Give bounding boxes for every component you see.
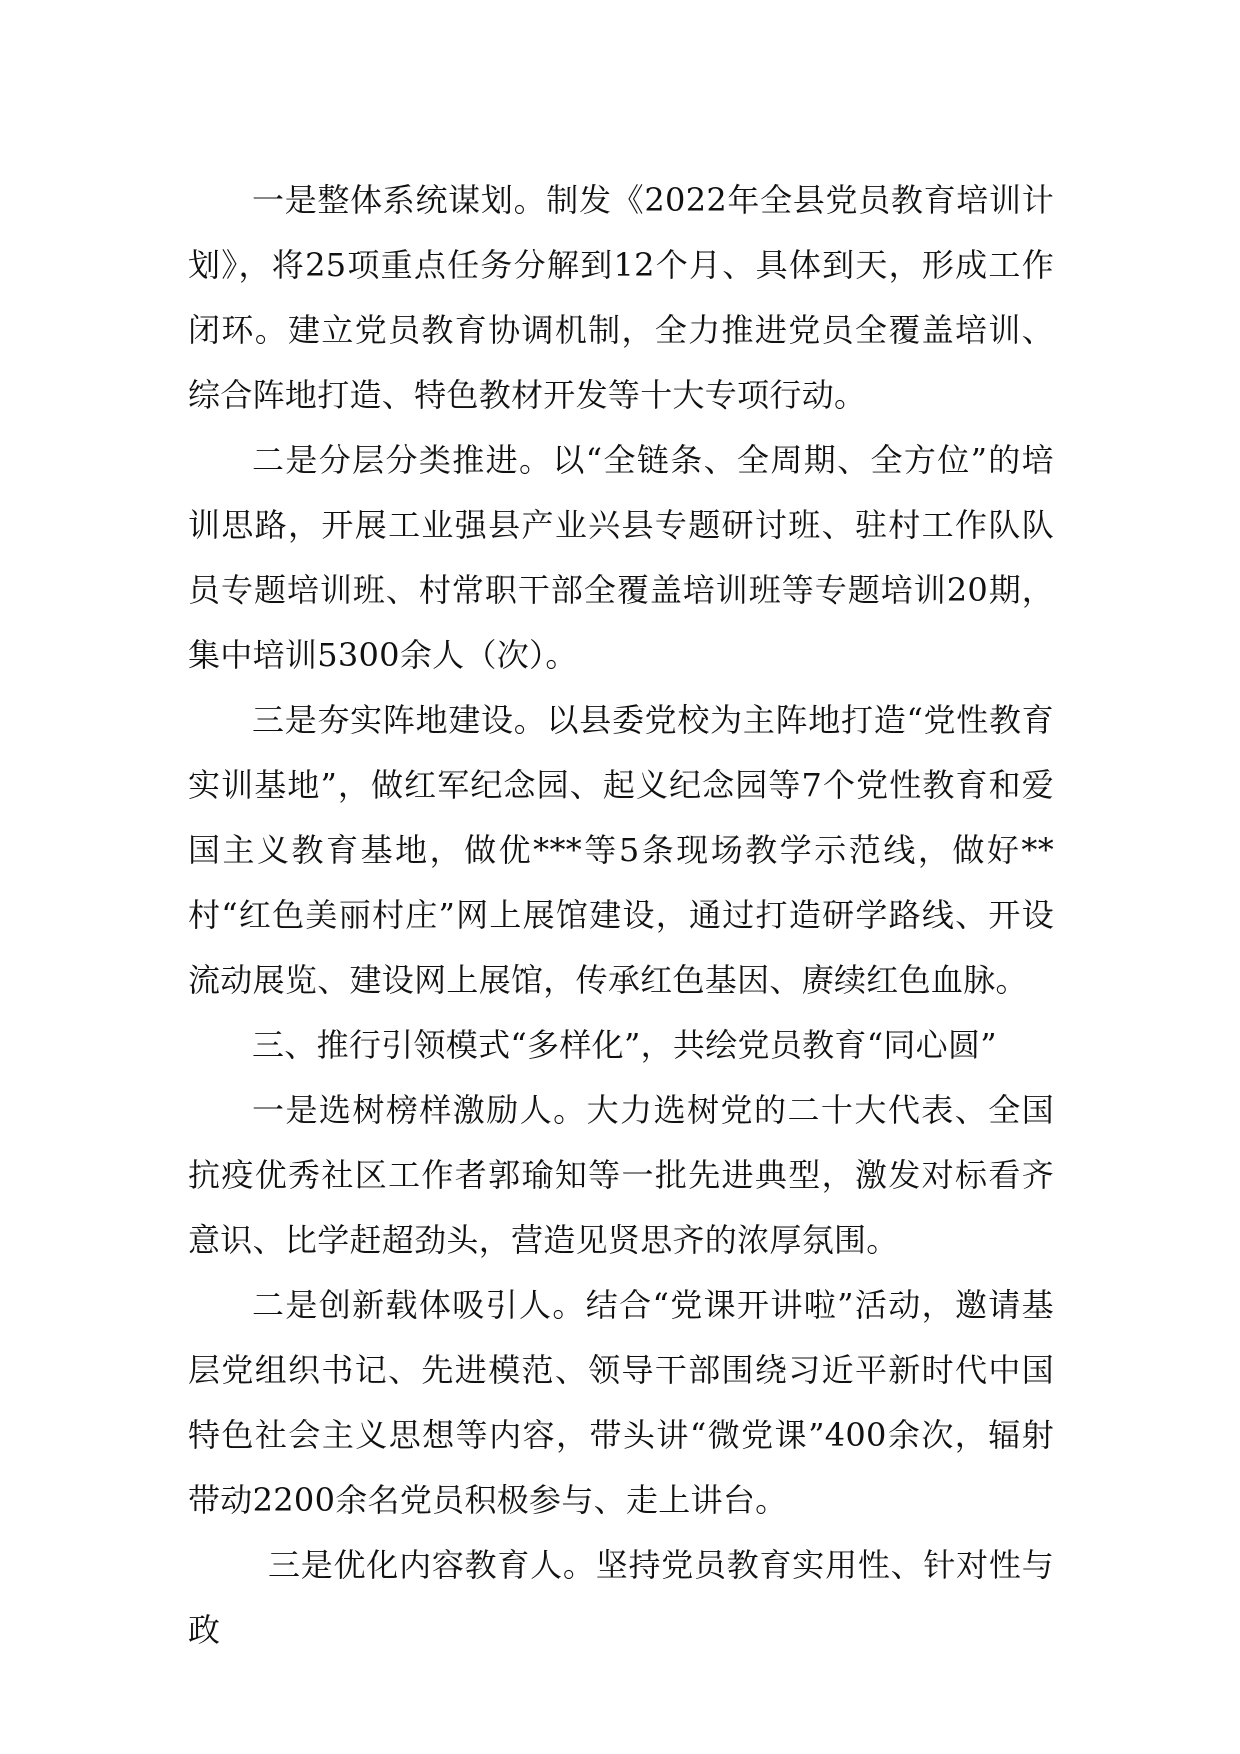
paragraph-overall-planning: 一是整体系统谋划。制发《2022年全县党员教育培训计划》，将25项重点任务分解到12个月、具体到天，形成工作闭环。建立党员教育协调机制，全力推进党员全覆盖培训、综合阵地打造、特色教材开发等十大专项行动。 bbox=[188, 181, 1054, 414]
paragraph-innovative-carriers: 二是创新载体吸引人。结合“党课开讲啦”活动，邀请基层党组织书记、先进模范、领导干部围绕习近平新时代中国特色社会主义思想等内容，带头讲“微党课”400余次，辐射带动2200余名党员积极参与、走上讲台。 bbox=[188, 1286, 1054, 1519]
paragraph-position-building: 三是夯实阵地建设。以县委党校为主阵地打造“党性教育实训基地”，做红军纪念园、起义纪念园等7个党性教育和爱国主义教育基地，做优***等5条现场教学示范线，做好**村“红色美丽村庄”网上展馆建设，通过打造研学路线、开设流动展览、建设网上展馆，传承红色基因、赓续红色血脉。 bbox=[188, 701, 1054, 999]
paragraph-role-models: 一是选树榜样激励人。大力选树党的二十大代表、全国抗疫优秀社区工作者郭瑜知等一批先进典型，激发对标看齐意识、比学赶超劲头，营造见贤思齐的浓厚氛围。 bbox=[188, 1091, 1054, 1259]
section-heading: 三、推行引领模式“多样化”，共绘党员教育“同心圆” bbox=[252, 1026, 997, 1064]
paragraph-layered-promotion: 二是分层分类推进。以“全链条、全周期、全方位”的培训思路，开展工业强县产业兴县专题研讨班、驻村工作队队员专题培训班、村常职干部全覆盖培训班等专题培训20期，集中培训5300余人（次）。 bbox=[188, 441, 1054, 674]
document-body bbox=[188, 168, 1054, 1663]
paragraph-optimize-content: 三是优化内容教育人。坚持党员教育实用性、针对性与政 bbox=[188, 1546, 1054, 1649]
